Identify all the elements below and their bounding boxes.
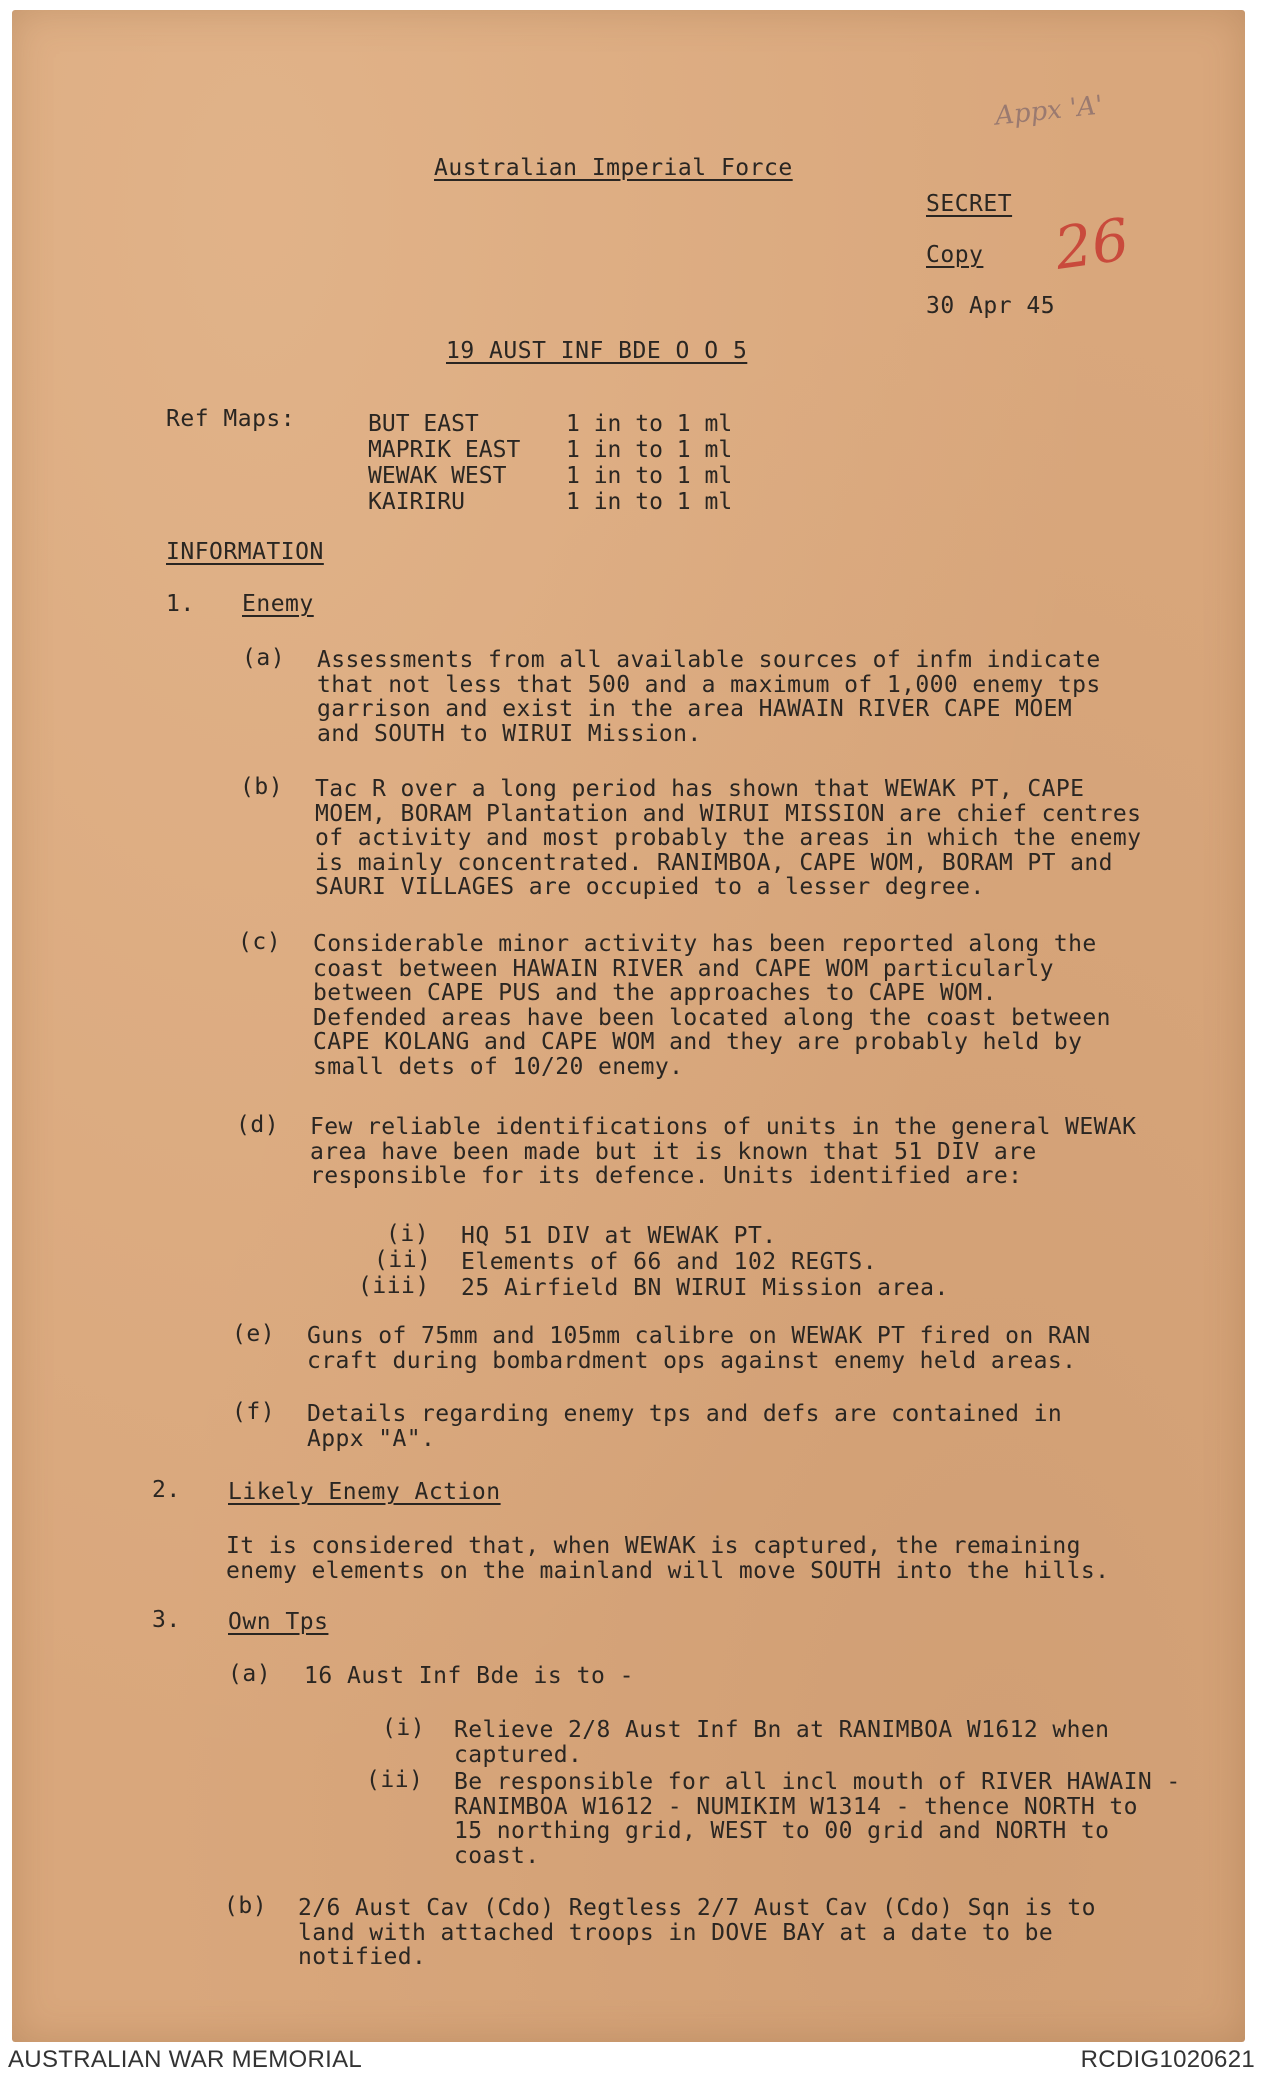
map-name: KAIRIRU (368, 489, 465, 515)
ref-maps-label: Ref Maps: (166, 406, 296, 432)
paragraph-label: (b) (240, 774, 284, 800)
map-scale: 1 in to 1 ml (566, 437, 733, 463)
order-number: 19 AUST INF BDE O O 5 (446, 338, 748, 364)
paragraph-1c: Considerable minor activity has been reported along the coast between HAWAIN RIVER and CAPE WOM particularly between CAPE PUS and the approaches to CAPE WOM. Defended areas have been located along the coast between CAPE KOLANG and CAPE WOM and they are probably held by small dets of 10/20 enemy. (313, 931, 1111, 1080)
section-number: 2. (152, 1477, 181, 1503)
classification-label: SECRET (926, 191, 1013, 217)
paragraph-label: (a) (228, 1661, 272, 1687)
paragraph-3a: 16 Aust Inf Bde is to - (304, 1663, 634, 1689)
sub-item-label: (i) (386, 1221, 430, 1247)
footer-source: AUSTRALIAN WAR MEMORIAL (8, 2046, 363, 2073)
sub-item-label: (iii) (358, 1273, 430, 1299)
map-row (368, 411, 732, 437)
sub-item-text: 25 Airfield BN WIRUI Mission area. (461, 1275, 949, 1301)
handwritten-number: 26 (1050, 205, 1134, 283)
section-number: 3. (152, 1607, 181, 1633)
sub-item-label: (ii) (366, 1767, 424, 1793)
paragraph-1d: Few reliable identifications of units in the general WEWAK area have been made but it is known that 51 DIV are responsible for its defence. Units identified are: (310, 1114, 1137, 1189)
paragraph-label: (c) (238, 929, 282, 955)
paragraph-label: (e) (232, 1321, 276, 1347)
section-title-enemy: Enemy (242, 591, 314, 617)
map-scale: 1 in to 1 ml (566, 489, 733, 515)
map-row (368, 463, 732, 489)
sub-item-text: Relieve 2/8 Aust Inf Bn at RANIMBOA W1612 when captured. (454, 1717, 1110, 1768)
sub-item-text: HQ 51 DIV at WEWAK PT. (461, 1223, 777, 1249)
document-date: 30 Apr 45 (926, 293, 1056, 319)
sub-item-label: (ii) (374, 1247, 432, 1273)
map-row (368, 489, 732, 515)
document-title: Australian Imperial Force (434, 155, 793, 181)
handwritten-annotation: Appx 'A' (993, 90, 1105, 132)
map-row (368, 437, 732, 463)
map-name: BUT EAST (368, 411, 479, 437)
sub-item-text: Be responsible for all incl mouth of RIVER HAWAIN - RANIMBOA W1612 - NUMIKIM W1314 - thence NORTH to 15 northing grid, WEST to 00 grid and NORTH to coast. (454, 1769, 1181, 1869)
paragraph-label: (b) (224, 1893, 268, 1919)
paragraph-1a: Assessments from all available sources of infm indicate that not less that 500 and a maximum of 1,000 enemy tps garrison and exist in the area HAWAIN RIVER CAPE MOEM and SOUTH to WIRUI Mission. (317, 647, 1101, 747)
section-number: 1. (166, 591, 195, 617)
copy-label: Copy (926, 242, 984, 268)
sub-item-text: Elements of 66 and 102 REGTS. (461, 1249, 878, 1275)
paragraph-3b: 2/6 Aust Cav (Cdo) Regtless 2/7 Aust Cav (Cdo) Sqn is to land with attached troops in DOVE BAY at a date to be notified. (298, 1895, 1096, 1970)
paragraph-1f: Details regarding enemy tps and defs are contained in Appx "A". (307, 1401, 1063, 1452)
footer-id: RCDIG1020621 (1080, 2046, 1255, 2073)
paragraph-1b: Tac R over a long period has shown that WEWAK PT, CAPE MOEM, BORAM Plantation and WIRUI MISSION are chief centres of activity and most probably the areas in which the enemy is mainly concentrated. RANIMBOA, CAPE WOM, BORAM PT and SAURI VILLAGES are occupied to a lesser degree. (315, 776, 1142, 900)
section-title-likely-enemy-action: Likely Enemy Action (228, 1479, 501, 1505)
map-scale: 1 in to 1 ml (566, 463, 733, 489)
section-title-own-tps: Own Tps (228, 1609, 329, 1635)
paragraph-1e: Guns of 75mm and 105mm calibre on WEWAK PT fired on RAN craft during bombardment ops against enemy held areas. (307, 1323, 1091, 1374)
map-scale: 1 in to 1 ml (566, 411, 733, 437)
ref-maps-list (368, 411, 732, 515)
sub-item-label: (i) (382, 1715, 426, 1741)
paragraph-label: (d) (236, 1112, 280, 1138)
map-name: MAPRIK EAST (368, 437, 521, 463)
map-name: WEWAK WEST (368, 463, 507, 489)
section-heading-information: INFORMATION (166, 539, 324, 565)
paragraph-2: It is considered that, when WEWAK is captured, the remaining enemy elements on the mainland will move SOUTH into the hills. (226, 1533, 1110, 1584)
paragraph-label: (f) (232, 1399, 276, 1425)
paragraph-label: (a) (242, 645, 286, 671)
